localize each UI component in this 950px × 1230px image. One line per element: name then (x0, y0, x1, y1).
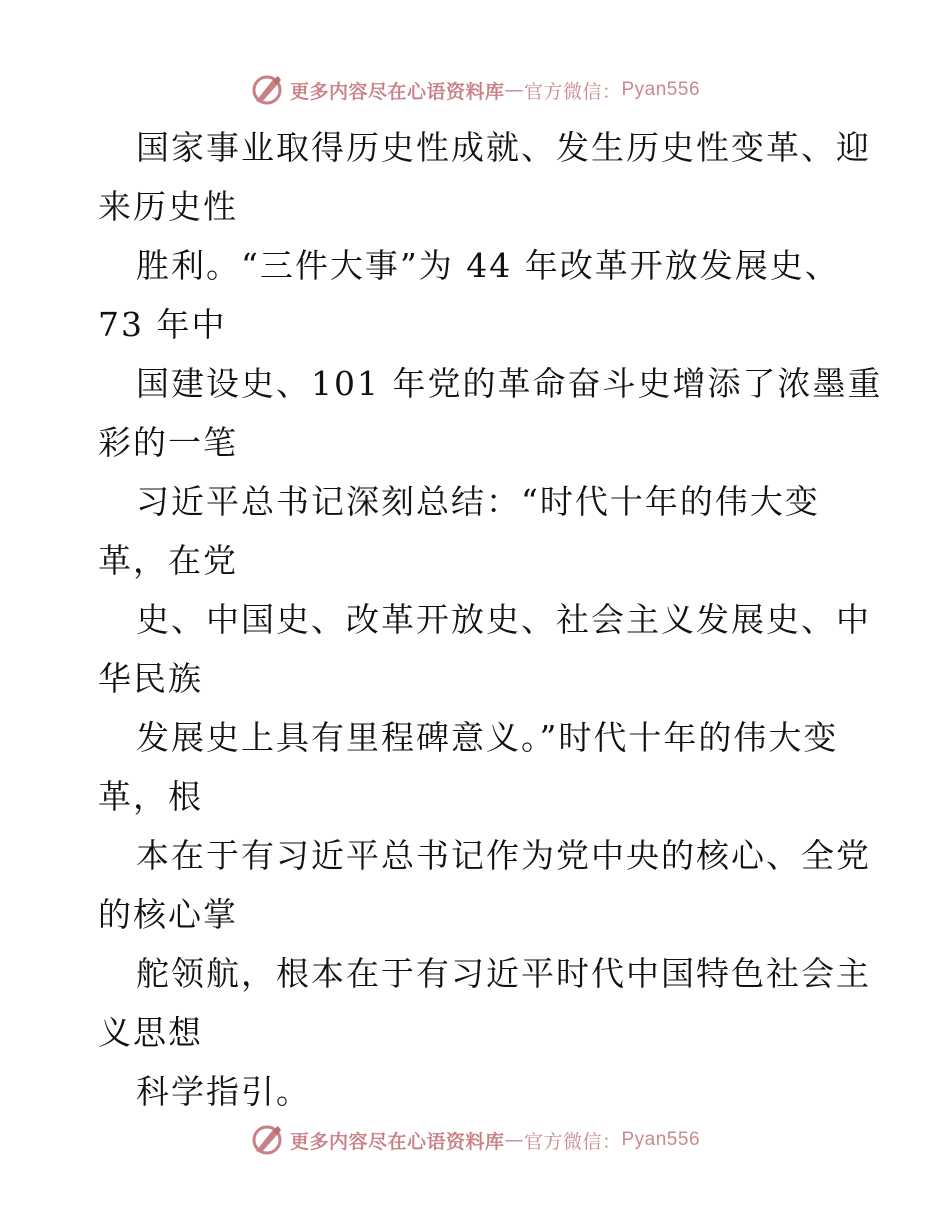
pen-nib-circle-icon (250, 73, 284, 107)
body-line: 习近平总书记深刻总结：“时代十年的伟大变 (136, 482, 820, 521)
body-line: 华民族 (98, 659, 203, 698)
body-line: 国家事业取得历史性成就、发生历史性变革、迎 (136, 128, 871, 167)
body-line: 胜利。“三件大事”为 44 年改革开放发展史、 (136, 246, 840, 285)
body-line: 史、中国史、改革开放史、社会主义发展史、中 (136, 600, 871, 639)
banner-wechat-label: 官方微信： (523, 1130, 622, 1153)
banner-wechat-id: Pyan556 (621, 1129, 701, 1150)
body-line: 舵领航，根本在于有习近平时代中国特色社会主 (136, 954, 871, 993)
banner-wechat-id: Pyan556 (621, 79, 701, 100)
body-line: 发展史上具有里程碑意义。”时代十年的伟大变 (136, 718, 839, 757)
body-line: 革，根 (98, 777, 203, 816)
body-line: 来历史性 (98, 187, 238, 226)
banner-separator: — (504, 1129, 524, 1151)
body-line: 国建设史、101 年党的革命奋斗史增添了浓墨重 (136, 364, 883, 403)
body-line: 义思想 (98, 1013, 203, 1052)
body-line: 本在于有习近平总书记作为党中央的核心、全党 (136, 836, 871, 875)
body-line: 的核心掌 (98, 895, 238, 934)
footer-watermark-banner (0, 1120, 950, 1160)
banner-brand-text: 更多内容尽在心语资料库 (289, 80, 505, 103)
body-line: 革，在党 (98, 541, 238, 580)
header-watermark-banner (0, 70, 950, 110)
body-line: 彩的一笔 (98, 423, 238, 462)
banner-separator: — (504, 79, 524, 101)
body-line: 科学指引。 (136, 1072, 311, 1111)
pen-nib-circle-icon (250, 1123, 284, 1157)
body-line: 73 年中 (98, 305, 227, 344)
banner-wechat-label: 官方微信： (523, 80, 622, 103)
banner-brand-text: 更多内容尽在心语资料库 (289, 1130, 505, 1153)
document-body (98, 118, 883, 1121)
